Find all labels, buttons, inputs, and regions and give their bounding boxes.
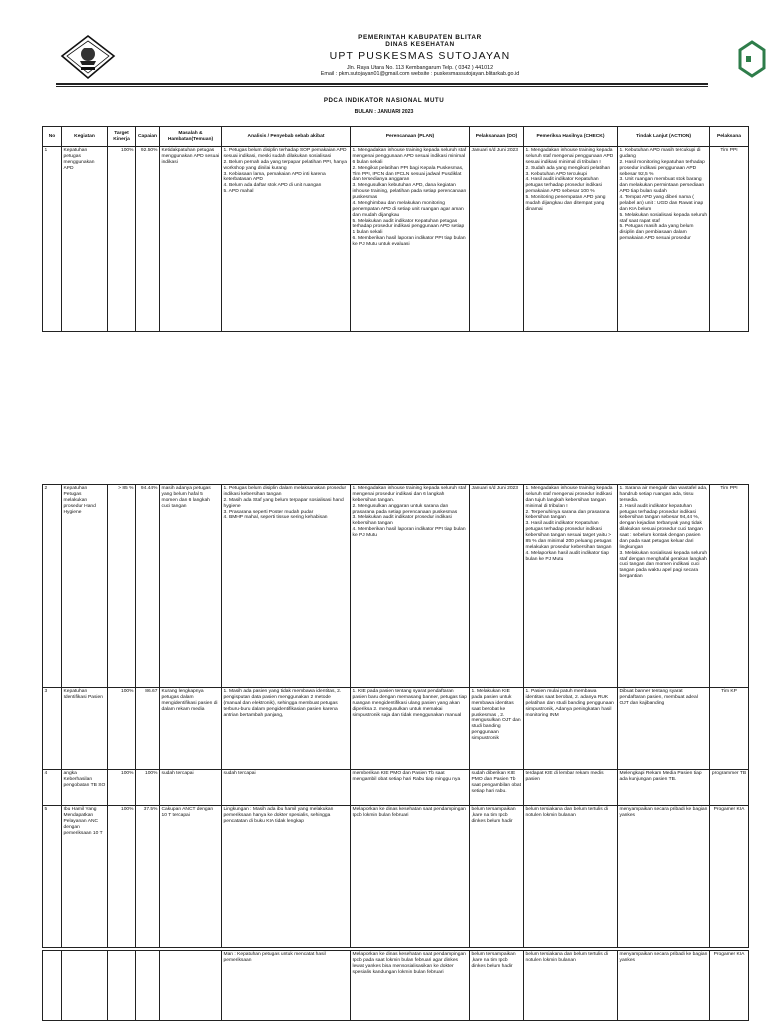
cell-target [108, 951, 136, 1021]
cell-capaian [136, 951, 160, 1021]
cell-no [43, 770, 62, 806]
cell-pelaksana [710, 951, 749, 1021]
cell-no [43, 147, 62, 332]
cell-kegiatan [62, 951, 108, 1021]
cell-action [618, 806, 710, 948]
cell-masalah-text: Ketidakpatuhan petugas menggunakan APD sesuai indikasi [161, 148, 220, 165]
cell-check-text: 1. Pasien mulai patuh membawa identitas saat berobat, 2. adanya RUK pelatihan dan studi banding penggunaan simpustronik, Adanya peningkatan hasil monitoring INM [525, 689, 614, 718]
col-header-analisis: Analisis / Penyebab sebab akibat [222, 127, 351, 147]
cell-pelaksana [710, 688, 749, 770]
letterhead-institution: UPT PUSKESMAS SUTOJAYAN [329, 49, 511, 62]
document-period: BULAN : JANUARI 2023 [354, 109, 414, 115]
cell-action [618, 147, 710, 332]
cell-analisis [222, 147, 351, 332]
cell-masalah [160, 806, 222, 948]
cell-action-text: Dibuat banner tentang syarat pendaftaran pasien, membuat adeal OJT dan kajibanding [619, 689, 698, 706]
cell-pelaksana-text: Tim PPI [720, 148, 738, 153]
header-rule-thin [56, 86, 708, 87]
col-header-no: No [43, 127, 62, 147]
cell-target [108, 770, 136, 806]
cell-capaian-text: 86.67 [145, 689, 158, 694]
cell-check [524, 147, 618, 332]
cell-plan [351, 951, 470, 1021]
cell-no-text: 5 [44, 807, 48, 812]
cell-action-text: Melengkapi Rekam Media Pasien tiap ada kunjungan pasien TB. [619, 771, 702, 782]
cell-target-text: 100% [120, 807, 134, 812]
letterhead-contact: Email : pkm.sutojayan01@gmail.com website : puskesmassutojayan.blitarkab.go.id [320, 70, 520, 77]
cell-check-text: belum tersiakana dan belum tertulis di notulen lokmin bulanan [525, 807, 608, 818]
table-row [43, 806, 749, 948]
cell-masalah-text: masih adanya petugas yang belum hafal 5 momen dan 6 langkah cuci tangan [161, 486, 211, 509]
cell-no [43, 806, 62, 948]
cell-do [470, 147, 524, 332]
cell-masalah-text: Cakupan ANCT dengan 10 T tercapai [161, 807, 214, 818]
cell-plan-text: 1. Mengadakan inhouse training kepada seluruh staf mengenai penggunaan APD sesuai indikasi minimal 6 bulan sekali 2. Mengikut pelatihan PPI bagi Kepala Puskesmas, Tim PPI, IPCN dan IPCLN sesuai jadwal Pusdiklat dan tersedianya anggaran 3. Mengusulkan kebutuhan APD, dana kegiatan inhouse training, pelatihan pada setiap perencanaan puskesmas 4. Menghimbau dan melakukan monitoring penempatan APD di setiap unit ruangan agar aman dan mudah dijangkau 5. Melakukan audit indikator Kepatuhan petugas terhadap prosedur indikasi penggunaan APD setiap 1 bulan sekali 6. Memberikan hasil laporan indikator PPI tiap bulan ke PJ Mutu untuk evaluasi [352, 148, 467, 247]
cell-capaian [136, 485, 160, 688]
table-row [43, 688, 749, 770]
cell-target-text: 100% [120, 148, 134, 153]
cell-pelaksana-text: Tim PPI [720, 486, 738, 491]
cell-kegiatan-text: Kepatuhan petugas menggunakan APD [63, 148, 95, 171]
col-header-plan: Perencanaan (PLAN) [351, 127, 470, 147]
cell-masalah [160, 485, 222, 688]
cell-pelaksana-text: Progamer KIA [713, 952, 745, 957]
cell-plan [351, 770, 470, 806]
cell-no [43, 485, 62, 688]
cell-target [108, 147, 136, 332]
cell-target-text: > 85 % [118, 486, 134, 491]
cell-no-text: 3 [44, 689, 48, 694]
cell-kegiatan [62, 688, 108, 770]
cell-check [524, 485, 618, 688]
letterhead-government: PEMERINTAH KABUPATEN BLITAR [358, 34, 482, 41]
col-header-masalah: Masalah & Hambatan(Temuan) [160, 127, 222, 147]
cell-masalah-text: Kurang lengkapnya petugas dalam mengidentifikasi pasien di dalam rekam media [161, 689, 218, 712]
cell-plan-text: 1. Mengadakan inhouse training kepada seluruh staf mengenai prosedur indikasi dan 6 langkah kebersihan tangan. 2. Mengusulkan anggaran untuk sarana dan prasarana pada setiap perencanaan puskesmas 3. Melakukan audit indikator prosedur indikasi kebersihan tangan 4. Memberikan hasil laporan indikator PPI tiap bulan ke PJ Mutu [352, 486, 467, 538]
cell-plan [351, 147, 470, 332]
cell-do-text: belum tersampaikan ,kare na tim Ipcb dinkes belum hadir [471, 807, 516, 824]
cell-target-text: 100% [120, 689, 134, 694]
header-rule [56, 83, 708, 85]
cell-check [524, 770, 618, 806]
cell-do-text: sudah diberikan KIE PMO dan Pasien Tb saat pengambilan obat setiap hari rabu. [471, 771, 521, 794]
cell-capaian [136, 806, 160, 948]
cell-action [618, 951, 710, 1021]
cell-no [43, 951, 62, 1021]
cell-plan-text: 1. KIE pada pasien tentang syarat pendaftaran pasien baru dengan memasang banner, petugas tiap ruangan mengidentifikasi ulang pasien yang akan diperiksa 2. mengusulkan untuk memakai simpustronik saja dan tidak menggunakan manual [352, 689, 467, 718]
cell-action-text: 1. Sarana air mengalir dan wastafel ada, handrub setiap ruangan ada, tissu tersedia. 2. Hasil audit indikator kepatuhan petugas terhadap prosedur indikasi kebersihan tangan sebesar 94,44 %, dengan kejadian terbanyak yang tidak dilakukan sesuai prosedur cuci tangan saat : sebelum kontak dengan pasien dan pada saat petugas keluar dari lingkungan 3. Melakukan sosialisasi kepada seluruh staf dengan menghafal gerakan langkah cuci tangan dan momen indikasi cuci tangan pada waktu apel pagi secara bergantian [619, 486, 708, 580]
cell-capaian [136, 770, 160, 806]
cell-plan-text: memberikan KIE PMO dan Pasien Tb saat mengambil obat setiap hari Rabu tiap minggu nya [352, 771, 461, 782]
cell-do [470, 770, 524, 806]
col-header-check: Pemeriksa Hasilnya (CHECK) [524, 127, 618, 147]
partial-logo-icon [736, 38, 768, 80]
cell-capaian-text: 92.50% [140, 148, 158, 153]
table-row [43, 485, 749, 688]
cell-check-text: terdapat KIE di lembar rekam medis pasien [525, 771, 604, 782]
cell-check-text: 1. Mengadakan inhouse training kepada seluruh staf mengenai prosedur indikasi dan tujuh langkah kebersihan tangan minimal di tribulan I 2. Terpenuhinya sarana dan prasarana kebersihan tangan 3. Hasil audit indikator Kepatuhan petugas terhadap prosedur indikasi kebersihan tangan sesuai target yaitu > 85 % dan minimal 200 peluang petugas melakukan prosedur kebersihan tangan 4. Melaporkan hasil audit indikator tiap bulan ke PJ Mutu [525, 486, 613, 562]
cell-action [618, 770, 710, 806]
cell-kegiatan [62, 147, 108, 332]
cell-no-text: 4 [44, 771, 48, 776]
cell-action [618, 688, 710, 770]
col-header-kegiatan: Kegiatan [62, 127, 108, 147]
cell-capaian-text: 94.44% [140, 486, 158, 491]
cell-kegiatan-text: angka Keberhasilan pengobatan TB SO [63, 771, 106, 788]
cell-pelaksana-text: Tim KP [721, 689, 737, 694]
cell-check-text: 1. Mengadakan inhouse training kepada seluruh staf mengenai penggunaan APD sesuai indikasi minimal di tribulan I 2. Sudah ada yang mengikuti pelatihan 3. Kebutuhan APD tercukupi 4. Hasil audit indikator Kepatuhan petugas terhadap prosedur indikasi pemakaian APD sebesar 100 % 5. Monitoring penempatan APD yang mudah dijangkau dan ditempat yang dinamai [525, 148, 614, 212]
cell-analisis-text: 1. Petugas belum disiplin terhadap SOP pemakaian APD sesuai indikasi, meski sudah dilakukan sosialisasi 2. Belum pernah ada yang terpapar pelatihan PPI, hanya workshop yang dinilai kurang 3. Kebiasaan lama, pemakaian APD inti karena keterbatasan APD 4. Belum ada daftar stok APD di unit ruangan 5. APD mahal [223, 148, 347, 195]
table-row [43, 951, 749, 1021]
cell-analisis [222, 770, 351, 806]
cell-action-text: menyampaikan secara pribadi ke bagian yankes [619, 952, 708, 963]
col-header-pelaksana: Pelaksana [710, 127, 749, 147]
col-header-do: Pelaksanaan (DO) [470, 127, 524, 147]
cell-plan [351, 485, 470, 688]
cell-analisis [222, 485, 351, 688]
cell-check [524, 951, 618, 1021]
table-row [43, 770, 749, 806]
cell-kegiatan-text: Kepatuhan Petugas melakukan prosedur Hand Hygiene [63, 486, 96, 515]
cell-plan-text: Melaporkan ke dinas kesehatan saat pendampingan Ipcb lokmin bulan februari [352, 807, 466, 818]
letterhead-department: DINAS KESEHATAN [385, 41, 455, 49]
cell-pelaksana [710, 147, 749, 332]
cell-no [43, 688, 62, 770]
col-header-target: Target Kinerja [108, 127, 136, 147]
cell-do [470, 806, 524, 948]
cell-kegiatan-text: Ibu Hamil Yang Mendapatkan Pelayanan ANC dengan pemeriksaan 10 T [63, 807, 103, 836]
cell-masalah [160, 770, 222, 806]
cell-masalah-text: sudah tercapai [161, 771, 194, 776]
cell-analisis-text: Lingkungan : Masih ada ibu hamil yang melakukan pemeriksaan hanya ke dokter spesialis, sehingga pencatatan di buku KIA tidak lengkap [223, 807, 334, 824]
cell-do-text: Januari s/d Juni 2023 [471, 486, 518, 491]
cell-kegiatan [62, 770, 108, 806]
cell-plan [351, 688, 470, 770]
cell-analisis-text: 1. Masih ada pasien yang tidak membawa identitas, 2. pengisputan data pasien menggunakan 2 metode (manual dan elektronik), sehingga membuat petugas terburu-buru dalam pengidentifikasian pasien karena antrian bertambah panjang, [223, 689, 342, 718]
cell-pelaksana [710, 485, 749, 688]
cell-check-text: belum tersiakana dan belum tertulis di notulen lokmin bulanan [525, 952, 608, 963]
cell-target [108, 485, 136, 688]
cell-capaian-text: 37.5% [143, 807, 158, 812]
cell-plan [351, 806, 470, 948]
cell-analisis [222, 806, 351, 948]
letterhead [230, 34, 610, 77]
col-header-capaian: Capaian [136, 127, 160, 147]
pdca-table-part-1 [42, 126, 749, 332]
cell-masalah [160, 951, 222, 1021]
cell-pelaksana-text: programmer TB [711, 771, 747, 776]
letterhead-address: Jln. Raya Utara No. 113 Kembangarum Telp. ( 0342 ) 441012 [346, 64, 494, 71]
cell-check [524, 806, 618, 948]
cell-target-text: 100% [120, 771, 134, 776]
cell-kegiatan [62, 485, 108, 688]
cell-pelaksana-text: Progamer KIA [713, 807, 745, 812]
cell-no-text: 1 [44, 148, 48, 153]
cell-analisis [222, 688, 351, 770]
cell-do [470, 951, 524, 1021]
cell-target [108, 688, 136, 770]
cell-pelaksana [710, 770, 749, 806]
regency-emblem-icon [58, 34, 118, 80]
cell-masalah [160, 147, 222, 332]
cell-capaian [136, 688, 160, 770]
cell-analisis-text: 1. Petugas belum disiplin dalam melaksanakan prosedur indikasi kebersihan tangan 2. Masih ada Staf yang belum terpapar sosialisasi hand hygiene 3. Prasarana seperti Poster mudah pudar 4. BMHP mahal, seperti tissue sering kehabisan [223, 486, 347, 521]
cell-capaian [136, 147, 160, 332]
cell-masalah [160, 688, 222, 770]
cell-do-text: Januari s/d Juni 2023 [471, 148, 518, 153]
cell-do-text: belum tersampaikan ,kare na tim Ipcb dinkes belum hadir [471, 952, 516, 969]
cell-plan-text: Melaporkan ke dinas kesehatan saat pendampingan Ipcb pada saat lokmin bulan februari agar dinkes lewat yankes bisa mensosialisasikan ke dokter spesialis kandungan lokmin bulan februari [352, 952, 466, 975]
pdca-table-part-3 [42, 950, 749, 1021]
cell-do-text: 1. Melakukan KIE pada pasien untuk membawa identitas saat berobat ke puskesmas , 2. mengusulkan OJT dan studi banding penggunaan simpustronik [471, 689, 521, 741]
pdca-table-part-2 [42, 484, 749, 948]
cell-kegiatan-text: Kepatuhan Identifikasi Pasien [63, 689, 103, 700]
cell-capaian-text: 100% [144, 771, 158, 776]
cell-action [618, 485, 710, 688]
table-row [43, 147, 749, 332]
cell-no-text: 2 [44, 486, 48, 491]
cell-do [470, 485, 524, 688]
cell-pelaksana [710, 806, 749, 948]
document-title: PDCA INDIKATOR NASIONAL MUTU [323, 97, 445, 104]
cell-action-text: 1. Kebutuhan APD masih tercukupi di gudang 2. Hasil monitoring kepatuhan terhadap prosedur indikasi penggunaan APD sebesar 92,5 % 3. Unit ruangan membuat stok barang dan melakukan permintaan persediaan APD tiap bulan sudah 4. Tempat APD yang diberi nama ( pelabel an) unit : UGD dan Rawat inap dan KIA belum 5. Melakukan sosialisasi kepada seluruh staf saat rapat staf 5. Petugas masih ada yang belum disiplin dan pembiasaan dalam pemakaian APD sesuai prosedur [619, 148, 708, 242]
cell-kegiatan [62, 806, 108, 948]
cell-target [108, 806, 136, 948]
cell-do [470, 688, 524, 770]
cell-analisis-text: Man : Kepatuhan petugas untuk mencatat hasil pemeriksaan [223, 952, 326, 963]
cell-analisis [222, 951, 351, 1021]
table-header-row [43, 127, 749, 147]
col-header-action: Tindak Lanjut (ACTION) [618, 127, 710, 147]
cell-action-text: menyampaikan secara pribadi ke bagian yankes [619, 807, 708, 818]
cell-analisis-text: sudah tercapai [223, 771, 256, 776]
cell-check [524, 688, 618, 770]
